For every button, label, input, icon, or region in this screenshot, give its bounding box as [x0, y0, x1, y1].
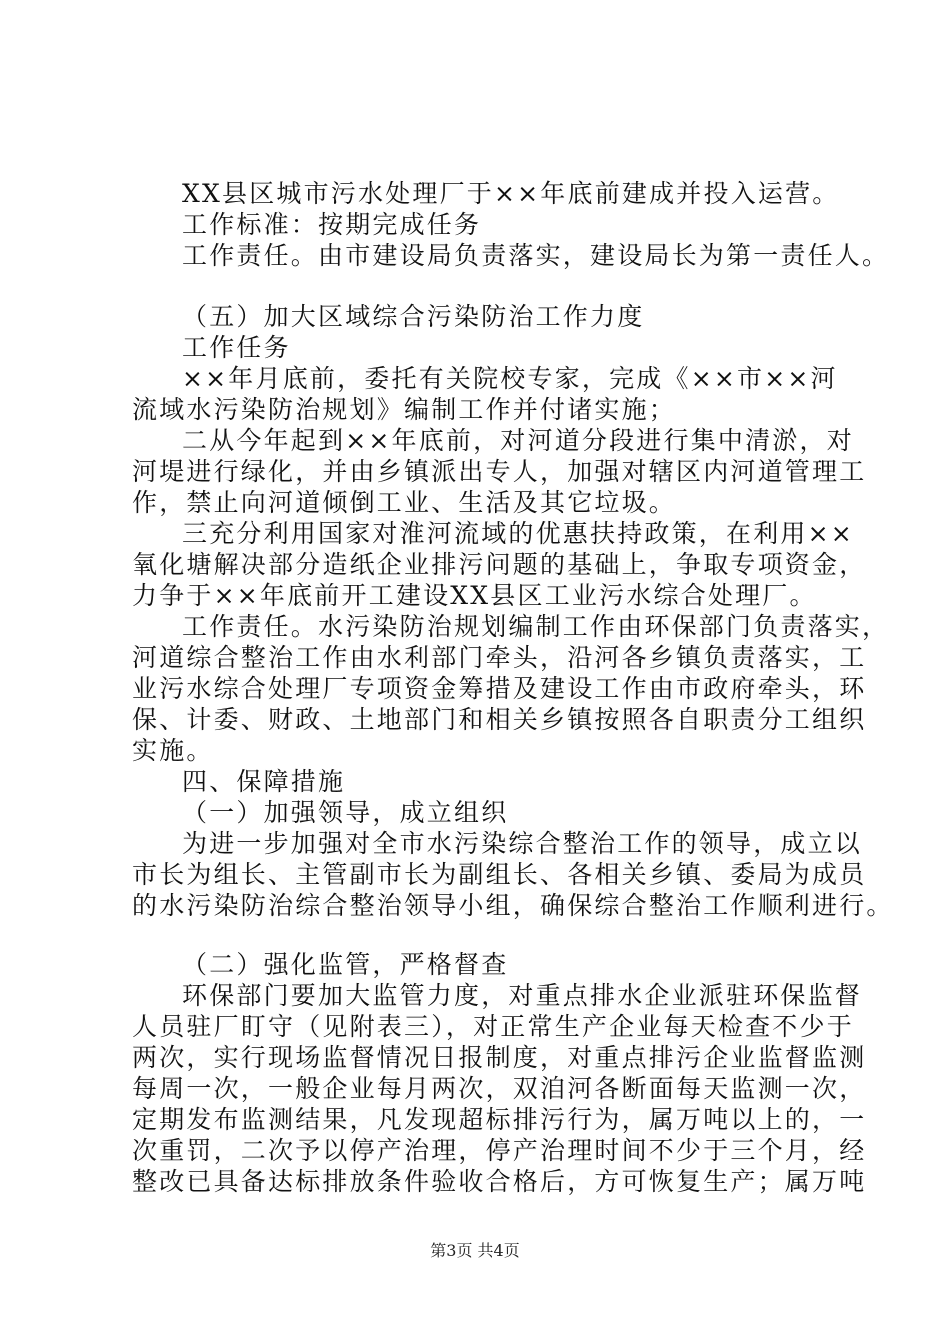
section-heading: （五）加大区域综合污染防治工作力度	[182, 302, 645, 331]
paragraph-line: 工作标准：按期完成任务	[182, 210, 482, 239]
paragraph-line: ××年月底前，委托有关院校专家，完成《××市××河	[182, 364, 838, 393]
paragraph-line: XX县区城市污水处理厂于××年底前建成并投入运营。	[182, 179, 840, 208]
paragraph-line: 每周一次，一般企业每月两次，双洎河各断面每天监测一次，	[132, 1074, 867, 1103]
paragraph-line: 业污水综合处理厂专项资金筹措及建设工作由市政府牵头，环	[132, 674, 867, 703]
paragraph-line: 环保部门要加大监管力度，对重点排水企业派驻环保监督	[182, 981, 863, 1010]
paragraph-line: 河道综合整治工作由水利部门牵头，沿河各乡镇负责落实，工	[132, 643, 867, 672]
paragraph-line: 的水污染防治综合整治领导小组，确保综合整治工作顺利进行。	[132, 891, 894, 920]
paragraph-line: 作，禁止向河道倾倒工业、生活及其它垃圾。	[132, 488, 677, 517]
page-footer: 第3页 共4页	[430, 1241, 520, 1260]
paragraph-line: 流域水污染防治规划》编制工作并付诸实施；	[132, 395, 677, 424]
paragraph-line: 次重罚，二次予以停产治理，停产治理时间不少于三个月，经	[132, 1136, 867, 1165]
paragraph-line: 定期发布监测结果，凡发现超标排污行为，属万吨以上的，一	[132, 1105, 867, 1134]
paragraph-line: 工作责任。水污染防治规划编制工作由环保部门负责落实，	[182, 612, 890, 641]
paragraph-line: 整改已具备达标排放条件验收合格后，方可恢复生产；属万吨	[132, 1167, 867, 1196]
paragraph-line: 氧化塘解决部分造纸企业排污问题的基础上，争取专项资金，	[132, 550, 867, 579]
subsection-heading: （二）强化监管，严格督查	[182, 950, 509, 979]
paragraph-line: 二从今年起到××年底前，对河道分段进行集中清淤，对	[182, 426, 854, 455]
paragraph-line: 三充分利用国家对淮河流域的优惠扶持政策，在利用××	[182, 519, 854, 548]
paragraph-line: 为进一步加强对全市水污染综合整治工作的领导，成立以	[182, 829, 863, 858]
paragraph-line: 人员驻厂盯守（见附表三），对正常生产企业每天检查不少于	[132, 1012, 854, 1041]
paragraph-line: 河堤进行绿化，并由乡镇派出专人，加强对辖区内河道管理工	[132, 457, 867, 486]
paragraph-line: 实施。	[132, 736, 214, 765]
paragraph-line: 两次，实行现场监督情况日报制度，对重点排污企业监督监测	[132, 1043, 867, 1072]
paragraph-line: 市长为组长、主管副市长为副组长、各相关乡镇、委局为成员	[132, 860, 867, 889]
paragraph-line: 保、计委、财政、土地部门和相关乡镇按照各自职责分工组织	[132, 705, 867, 734]
subsection-heading: （一）加强领导，成立组织	[182, 798, 509, 827]
paragraph-line: 工作责任。由市建设局负责落实，建设局长为第一责任人。	[182, 241, 890, 270]
section-heading: 四、保障措施	[182, 767, 346, 796]
paragraph-line: 工作任务	[182, 333, 291, 362]
paragraph-line: 力争于××年底前开工建设XX县区工业污水综合处理厂。	[132, 581, 817, 610]
